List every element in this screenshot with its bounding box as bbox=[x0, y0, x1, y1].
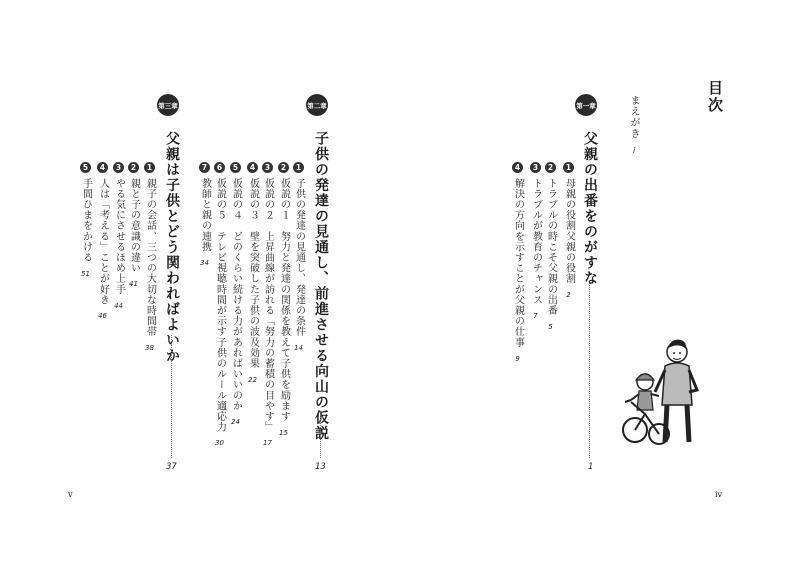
section-page: 51 bbox=[81, 269, 90, 278]
section-number: 5 bbox=[80, 162, 91, 173]
section-page: 41 bbox=[129, 280, 138, 289]
chapter-3-leader-dots bbox=[171, 335, 172, 458]
chapter-2-section bbox=[278, 162, 289, 437]
chapter-1-section bbox=[530, 162, 541, 320]
chapter-3-badge: 第三章 bbox=[157, 94, 179, 116]
section-title: 仮説の２ 上昇曲線が訪れる「努力の蓄積の目やす」 bbox=[262, 178, 274, 433]
section-number: 4 bbox=[512, 162, 523, 173]
chapter-3-page: 37 bbox=[166, 462, 177, 472]
preface-page: i bbox=[633, 146, 636, 155]
chapter-2-title: 子供の発達の見通し、前進させる向山の仮説 bbox=[313, 131, 329, 441]
section-number: 1 bbox=[563, 162, 574, 173]
section-page: 2 bbox=[566, 291, 571, 299]
section-page: 9 bbox=[515, 354, 520, 363]
section-number: 2 bbox=[545, 162, 556, 173]
section-page: 30 bbox=[215, 439, 224, 448]
chapter-3-section bbox=[97, 162, 108, 320]
chapter-2-page: 13 bbox=[315, 462, 326, 472]
section-page: 34 bbox=[200, 259, 209, 268]
section-title: 解決の方向を示すことが父親の仕事 bbox=[512, 178, 524, 348]
section-number: 4 bbox=[247, 162, 258, 173]
section-title: 手間ひまをかける bbox=[80, 178, 92, 263]
section-title: やる気にさせるほめ上手 bbox=[113, 178, 125, 295]
section-page: 7 bbox=[533, 312, 538, 321]
chapter-1-title: 父親の出番をのがすな bbox=[582, 131, 598, 286]
chapter-2-leader-dots bbox=[320, 415, 321, 458]
section-title: 教師と親の連携 bbox=[199, 178, 211, 253]
chapter-1-section bbox=[512, 162, 523, 363]
section-number: 7 bbox=[199, 162, 210, 173]
section-title: 仮説の３ 壁を突破した子供の波及効果 bbox=[247, 178, 259, 369]
section-page: 46 bbox=[98, 312, 107, 321]
section-number: 6 bbox=[214, 162, 225, 173]
section-number: 2 bbox=[128, 162, 139, 173]
section-number: 2 bbox=[278, 162, 289, 173]
section-title: 親と子の意識の違い bbox=[128, 178, 140, 274]
section-number: 1 bbox=[144, 162, 155, 173]
section-title: 親子の会話、三つの大切な時間帯 bbox=[144, 178, 156, 337]
chapter-3-section bbox=[128, 162, 139, 288]
page-folio-left: v bbox=[68, 490, 73, 499]
section-page: 44 bbox=[114, 301, 123, 310]
section-page: 14 bbox=[294, 344, 303, 352]
chapter-1-page: 1 bbox=[588, 462, 594, 472]
section-number: 4 bbox=[97, 162, 108, 173]
section-number: 5 bbox=[230, 162, 241, 173]
chapter-3-title: 父親は子供とどう関わればよいか bbox=[164, 131, 180, 364]
section-title: 仮説の５ テレビ視聴時間が示す子供のルール適応力 bbox=[214, 178, 226, 433]
chapter-1-section bbox=[563, 162, 574, 299]
preface-label: まえがき bbox=[628, 95, 639, 139]
father-and-child-bicycle-illustration bbox=[615, 330, 705, 450]
section-number: 3 bbox=[530, 162, 541, 173]
chapter-3-section bbox=[144, 162, 155, 352]
chapter-1-badge: 第一章 bbox=[575, 94, 597, 116]
section-page: 38 bbox=[145, 344, 154, 352]
chapter-2-section bbox=[230, 162, 241, 426]
chapter-3-section bbox=[113, 162, 124, 310]
section-title: 仮説の４ どのくらい続ける力があればいいのか bbox=[230, 178, 242, 412]
section-number: 3 bbox=[113, 162, 124, 173]
chapter-2-section bbox=[247, 162, 258, 384]
section-title: トラブルの時こそ父親の出番 bbox=[545, 178, 557, 316]
chapter-2-section bbox=[262, 162, 273, 447]
page-folio-right: iv bbox=[715, 490, 723, 499]
section-title: 人は「考える」ことが好き bbox=[97, 178, 109, 306]
section-title: 子供の発達の見通し、発達の条件 bbox=[293, 178, 305, 337]
section-number: 1 bbox=[293, 162, 304, 173]
section-number: 3 bbox=[262, 162, 273, 173]
section-page: 17 bbox=[263, 439, 272, 448]
chapter-3-section bbox=[80, 162, 91, 278]
section-page: 5 bbox=[548, 322, 553, 331]
section-page: 15 bbox=[279, 428, 288, 437]
section-page: 22 bbox=[248, 375, 257, 384]
chapter-2-section bbox=[199, 162, 210, 267]
section-title: 仮説の１ 努力と発達の関係を教えて子供を励ます bbox=[278, 178, 290, 422]
section-title: トラブルが教育のチャンス bbox=[530, 178, 542, 306]
chapter-1-leader-dots bbox=[589, 283, 590, 458]
chapter-2-section bbox=[293, 162, 304, 352]
chapter-1-section bbox=[545, 162, 556, 331]
chapter-2-badge: 第二章 bbox=[306, 94, 328, 116]
toc-title: 目次 bbox=[706, 80, 724, 114]
section-page: 24 bbox=[231, 418, 240, 427]
section-title: 母親の役割父親の役割 bbox=[563, 178, 575, 284]
chapter-2-section bbox=[214, 162, 225, 447]
